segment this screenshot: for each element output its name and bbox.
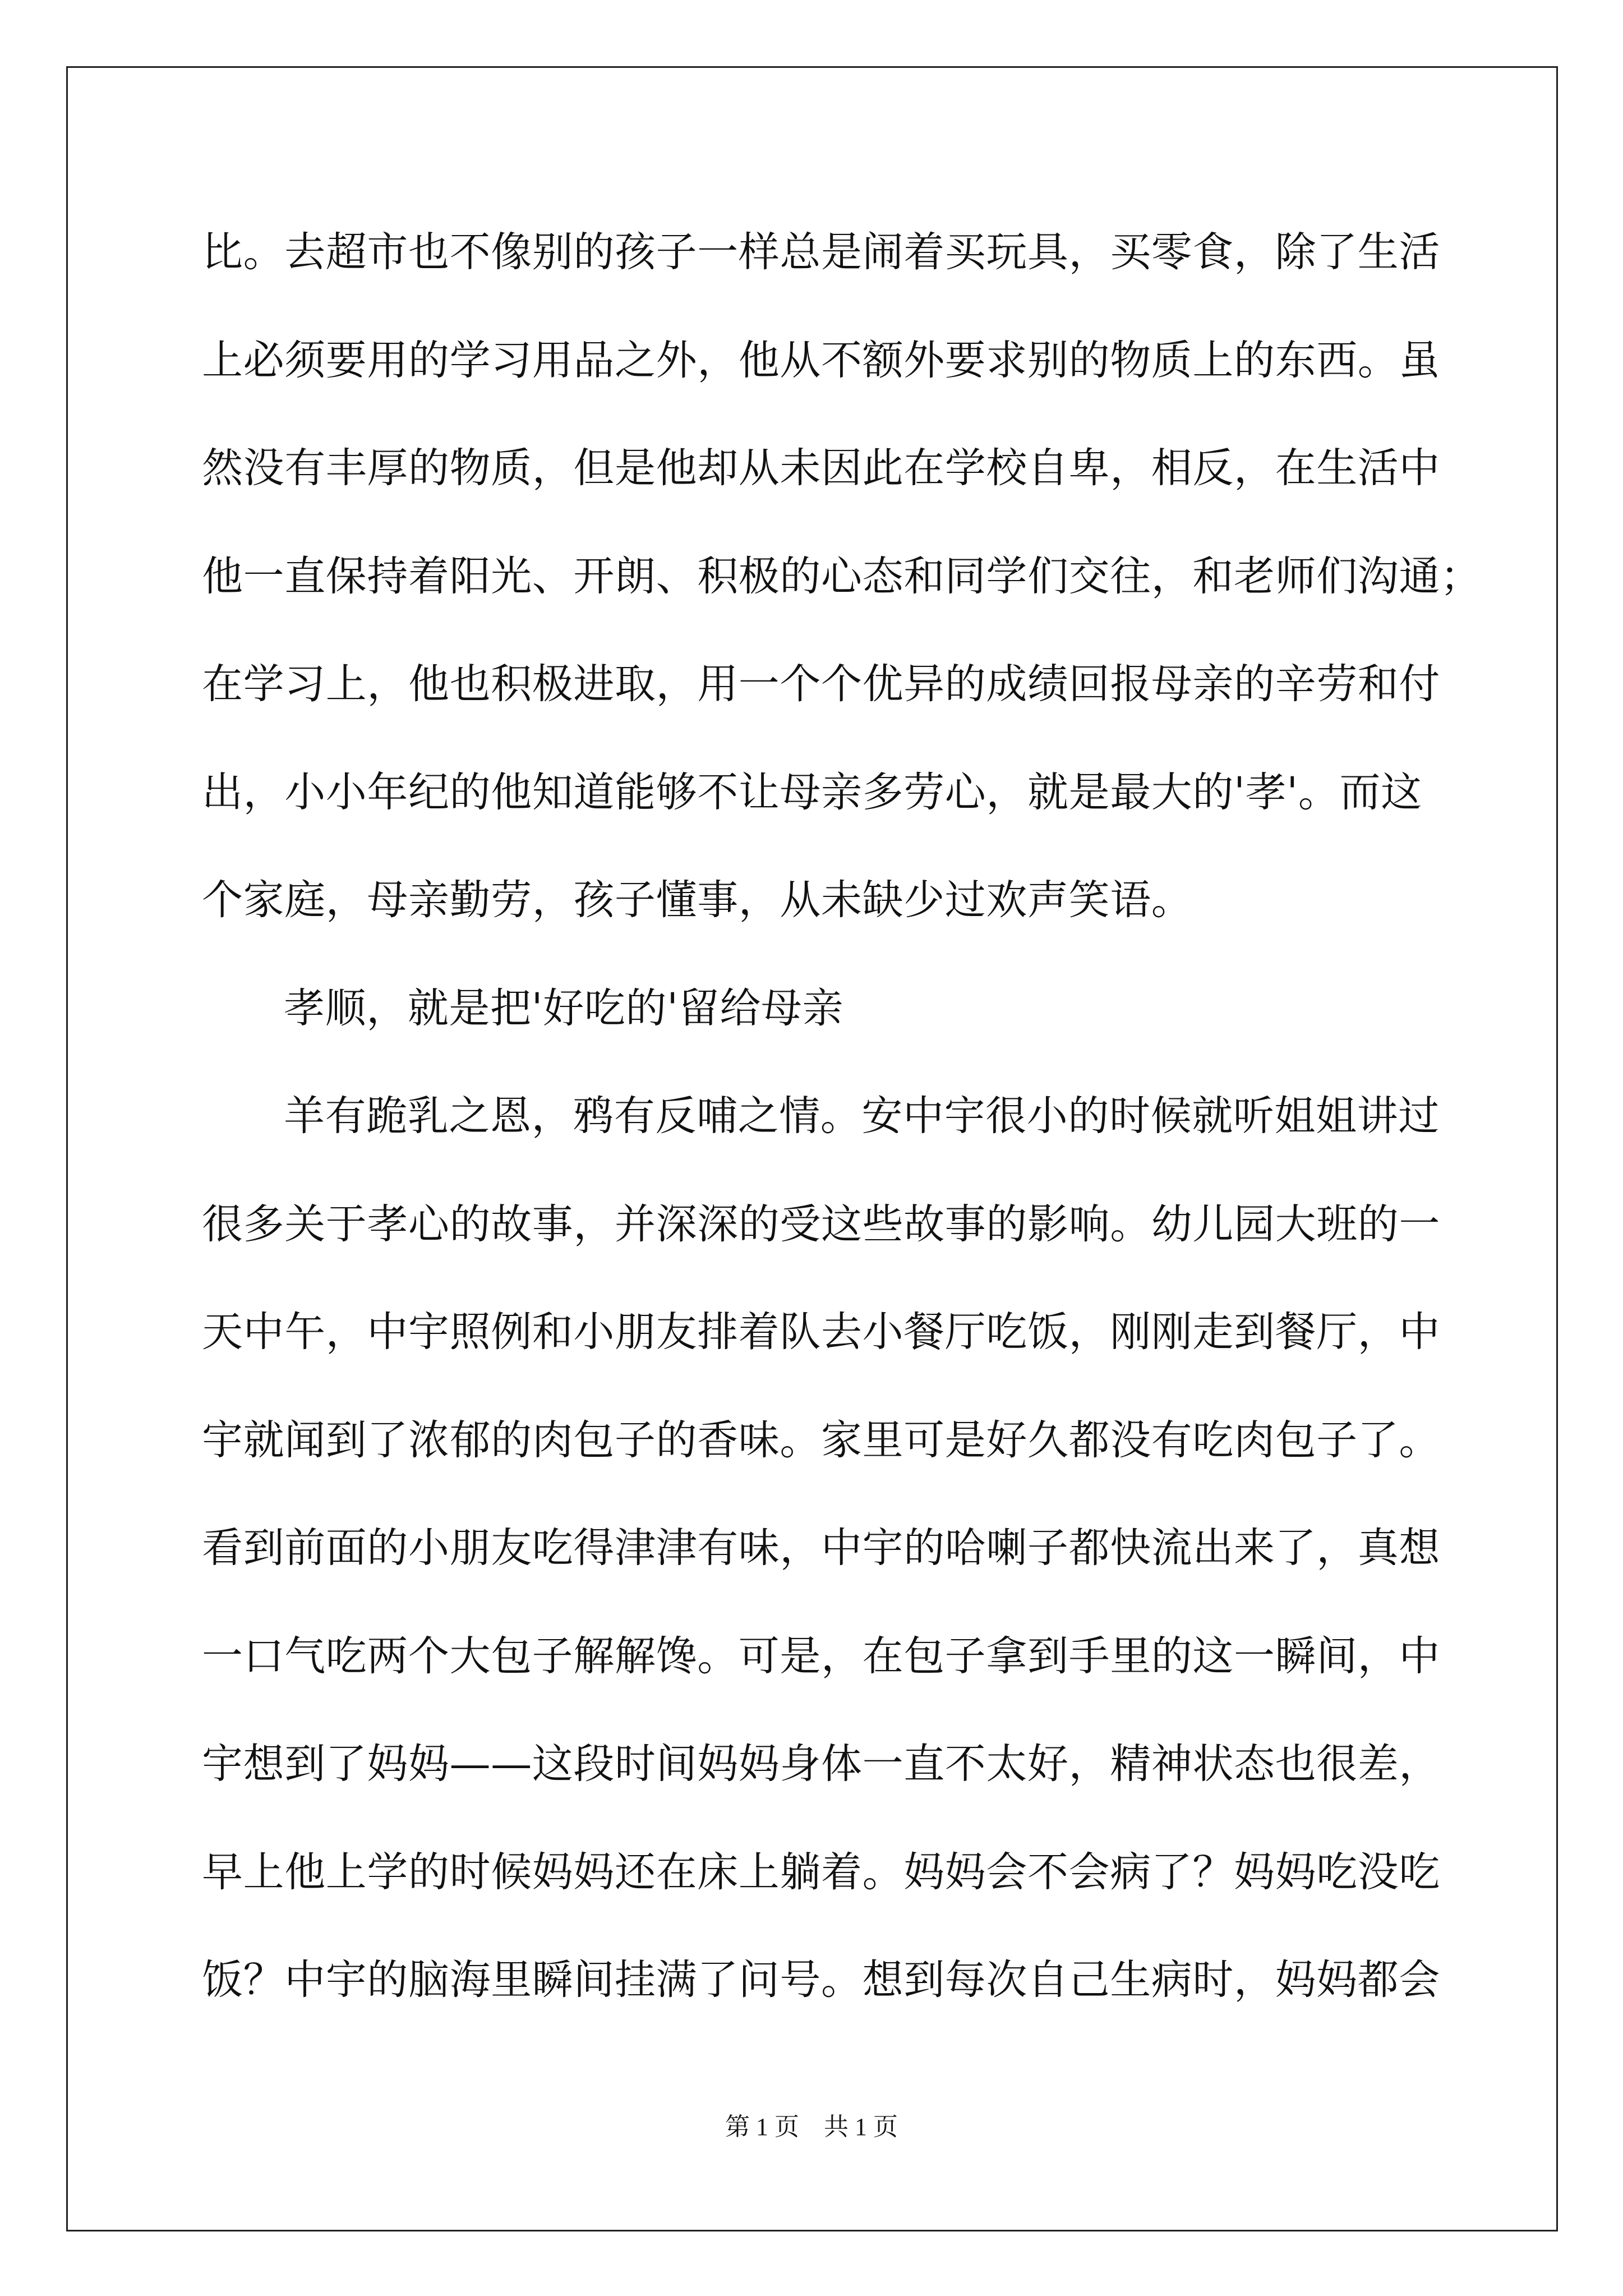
document-body bbox=[202, 222, 1482, 2058]
text-line: 出，小小年纪的他知道能够不让母亲多劳心，就是最大的'孝'。而这 bbox=[202, 768, 1422, 816]
section-heading: 孝顺，就是把'好吃的'留给母亲 bbox=[284, 984, 844, 1032]
text-line: 在学习上，他也积极进取，用一个个优异的成绩回报母亲的辛劳和付 bbox=[202, 660, 1440, 708]
page-number-footer: 第 1 页 共 1 页 bbox=[725, 2113, 898, 2141]
text-line: 羊有跪乳之恩，鸦有反哺之情。安中宇很小的时候就听姐姐讲过 bbox=[284, 1092, 1440, 1140]
text-line: 很多关于孝心的故事，并深深的受这些故事的影响。幼儿园大班的一 bbox=[202, 1200, 1440, 1248]
text-line: 天中午，中宇照例和小朋友排着队去小餐厅吃饭，刚刚走到餐厅，中 bbox=[202, 1308, 1440, 1356]
text-line: 然没有丰厚的物质，但是他却从未因此在学校自卑，相反，在生活中 bbox=[202, 444, 1440, 492]
text-line: 比。去超市也不像别的孩子一样总是闹着买玩具，买零食，除了生活 bbox=[202, 228, 1440, 276]
text-line: 宇就闻到了浓郁的肉包子的香味。家里可是好久都没有吃肉包子了。 bbox=[202, 1416, 1440, 1464]
text-line: 饭？中宇的脑海里瞬间挂满了问号。想到每次自己生病时，妈妈都会 bbox=[202, 1956, 1440, 2004]
text-line: 个家庭，母亲勤劳，孩子懂事，从未缺少过欢声笑语。 bbox=[202, 876, 1193, 924]
text-line: 早上他上学的时候妈妈还在床上躺着。妈妈会不会病了？妈妈吃没吃 bbox=[202, 1848, 1440, 1896]
text-line: 他一直保持着阳光、开朗、积极的心态和同学们交往，和老师们沟通； bbox=[202, 552, 1482, 600]
text-line: 宇想到了妈妈——这段时间妈妈身体一直不太好，精神状态也很差， bbox=[202, 1740, 1440, 1788]
text-line: 上必须要用的学习用品之外，他从不额外要求别的物质上的东西。虽 bbox=[202, 336, 1440, 384]
text-line: 看到前面的小朋友吃得津津有味，中宇的哈喇子都快流出来了，真想 bbox=[202, 1524, 1440, 1572]
text-line: 一口气吃两个大包子解解馋。可是，在包子拿到手里的这一瞬间，中 bbox=[202, 1632, 1440, 1680]
